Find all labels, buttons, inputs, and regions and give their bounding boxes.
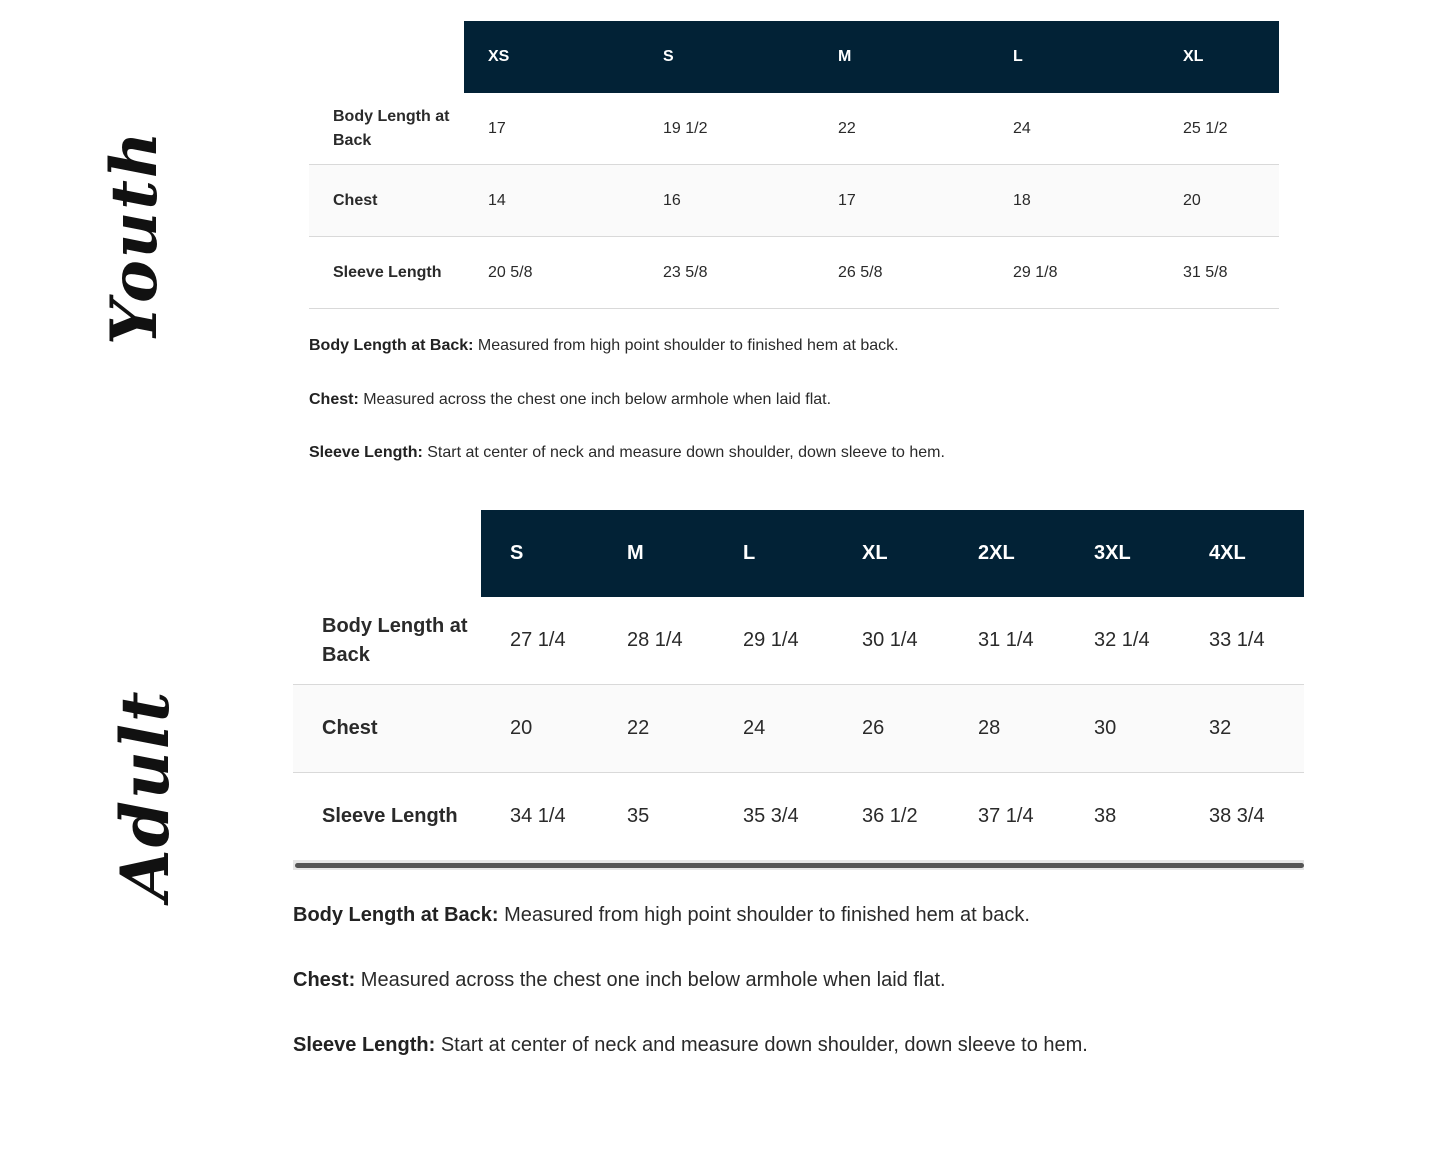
youth-header-row — [309, 21, 1279, 93]
adult-script-label: Adult — [106, 689, 184, 901]
table-cell: 27 1/4 — [481, 597, 598, 685]
youth-size-header: XS — [464, 21, 639, 93]
adult-size-header: 2XL — [949, 510, 1065, 597]
adult-table-scrollbar[interactable] — [293, 860, 1304, 870]
note-text: Start at center of neck and measure down shoulder, down sleeve to hem. — [435, 1034, 1088, 1056]
youth-size-header: XL — [1159, 21, 1279, 93]
table-cell: 34 1/4 — [481, 773, 598, 861]
table-cell: 25 1/2 — [1159, 93, 1279, 165]
note-term: Chest: — [293, 969, 356, 991]
table-cell: 19 1/2 — [639, 93, 814, 165]
youth-size-header: S — [639, 21, 814, 93]
table-cell: 17 — [814, 165, 989, 237]
note-text: Measured from high point shoulder to finished hem at back. — [498, 904, 1030, 926]
youth-script-label: Youth — [97, 129, 172, 345]
adult-note-sleeve-length — [293, 1034, 1088, 1057]
youth-size-table — [309, 21, 1279, 309]
table-cell: 38 — [1065, 773, 1180, 861]
adult-corner-cell — [293, 510, 481, 597]
youth-note-sleeve-length — [309, 444, 945, 462]
note-text: Measured across the chest one inch below armhole when laid flat. — [358, 391, 832, 408]
table-row — [309, 93, 1279, 165]
table-cell: 23 5/8 — [639, 237, 814, 309]
table-cell: 35 — [598, 773, 714, 861]
adult-note-body-length — [293, 904, 1030, 927]
table-cell: 18 — [989, 165, 1159, 237]
table-cell: 24 — [714, 685, 833, 773]
table-cell: 35 3/4 — [714, 773, 833, 861]
youth-note-chest — [309, 391, 831, 409]
table-cell: 33 1/4 — [1180, 597, 1304, 685]
table-cell: 30 1/4 — [833, 597, 949, 685]
adult-size-header: L — [714, 510, 833, 597]
row-label-chest: Chest — [293, 685, 481, 773]
youth-size-header: L — [989, 21, 1159, 93]
table-cell: 32 — [1180, 685, 1304, 773]
note-term: Sleeve Length: — [309, 444, 423, 461]
note-term: Body Length at Back: — [309, 337, 474, 354]
table-cell: 29 1/8 — [989, 237, 1159, 309]
note-text: Start at center of neck and measure down shoulder, down sleeve to hem. — [422, 444, 945, 461]
table-cell: 22 — [814, 93, 989, 165]
table-cell: 17 — [464, 93, 639, 165]
table-cell: 32 1/4 — [1065, 597, 1180, 685]
scrollbar-thumb[interactable] — [295, 863, 1304, 868]
note-text: Measured from high point shoulder to finished hem at back. — [473, 337, 899, 354]
table-cell: 30 — [1065, 685, 1180, 773]
table-cell: 31 1/4 — [949, 597, 1065, 685]
note-term: Body Length at Back: — [293, 904, 499, 926]
adult-size-header: 4XL — [1180, 510, 1304, 597]
youth-note-body-length — [309, 337, 899, 355]
note-term: Sleeve Length: — [293, 1034, 436, 1056]
table-cell: 16 — [639, 165, 814, 237]
adult-size-header: S — [481, 510, 598, 597]
adult-header-row — [293, 510, 1304, 597]
table-row — [293, 773, 1304, 861]
youth-corner-cell — [309, 21, 464, 93]
table-cell: 20 — [481, 685, 598, 773]
table-cell: 26 5/8 — [814, 237, 989, 309]
adult-size-table — [293, 510, 1304, 861]
row-label-body-length: Body Length at Back — [309, 93, 464, 165]
table-cell: 28 — [949, 685, 1065, 773]
table-cell: 31 5/8 — [1159, 237, 1279, 309]
adult-size-header: 3XL — [1065, 510, 1180, 597]
adult-size-header: M — [598, 510, 714, 597]
table-cell: 36 1/2 — [833, 773, 949, 861]
row-label-sleeve-length: Sleeve Length — [309, 237, 464, 309]
table-cell: 20 5/8 — [464, 237, 639, 309]
youth-size-header: M — [814, 21, 989, 93]
table-row — [293, 685, 1304, 773]
row-label-body-length: Body Length at Back — [293, 597, 481, 685]
table-cell: 28 1/4 — [598, 597, 714, 685]
table-cell: 29 1/4 — [714, 597, 833, 685]
table-cell: 24 — [989, 93, 1159, 165]
table-row — [309, 165, 1279, 237]
table-row — [293, 597, 1304, 685]
adult-note-chest — [293, 969, 946, 992]
adult-size-header: XL — [833, 510, 949, 597]
table-row — [309, 237, 1279, 309]
table-cell: 37 1/4 — [949, 773, 1065, 861]
note-term: Chest: — [309, 391, 359, 408]
table-cell: 38 3/4 — [1180, 773, 1304, 861]
row-label-chest: Chest — [309, 165, 464, 237]
table-cell: 14 — [464, 165, 639, 237]
note-text: Measured across the chest one inch below armhole when laid flat. — [355, 969, 946, 991]
table-cell: 26 — [833, 685, 949, 773]
table-cell: 22 — [598, 685, 714, 773]
row-label-sleeve-length: Sleeve Length — [293, 773, 481, 861]
table-cell: 20 — [1159, 165, 1279, 237]
